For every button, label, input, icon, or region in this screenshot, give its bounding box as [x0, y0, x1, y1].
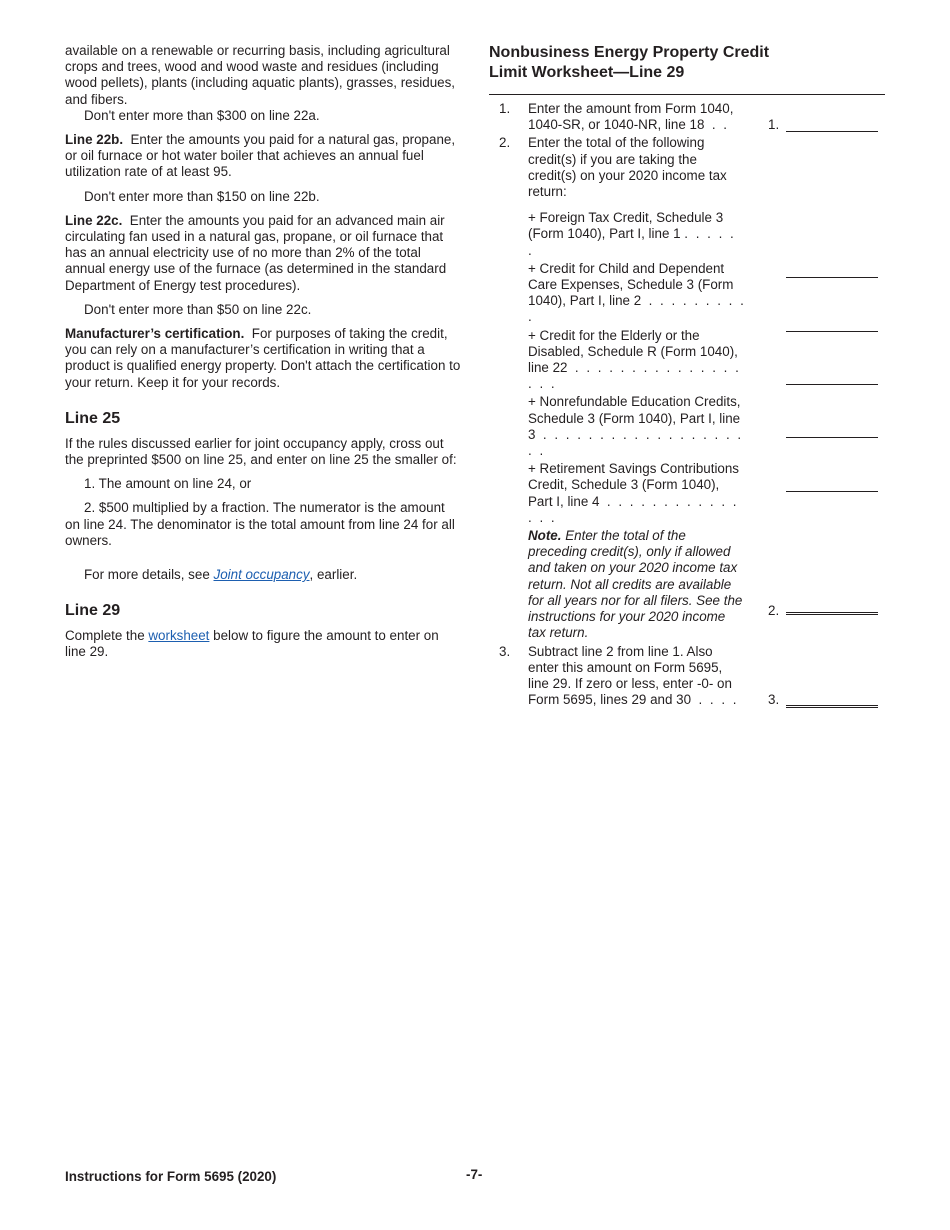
details-suffix: , earlier. — [309, 567, 358, 583]
line25-item-2: 2. $500 multiplied by a fraction. The numerator is the amount on line 24. The denominator is the total amount from line 24 for all owners. — [65, 500, 455, 548]
row-2-amount-field[interactable] — [786, 612, 878, 613]
line22c-label: Line 22c. — [65, 212, 123, 228]
line25-text: If the rules discussed earlier for joint occupancy apply, cross out the preprinted $500 on line 25, and enter on line 25 the smaller of: — [65, 435, 457, 468]
line29-prefix: Complete the — [65, 628, 149, 644]
row-2-note — [528, 528, 746, 641]
row-3-number: 3. — [499, 643, 511, 659]
details-paragraph — [65, 567, 462, 583]
education-amount-field[interactable] — [786, 437, 878, 438]
row-2-sub-retirement: + Retirement Savings Contributions Credit, Schedule 3 (Form 1040), Part I, line 4 . . . . . . . . . . . . . . . — [528, 461, 740, 525]
manufacturer-label: Manufacturer’s certification. — [65, 326, 245, 342]
row-2-number: 2. — [499, 135, 511, 151]
line22a-limit: Don't enter more than $300 on line 22a. — [84, 107, 320, 123]
line29-suffix: below to figure the amount to enter on line 29. — [65, 628, 439, 660]
note-text: Enter the total of the preceding credit(s), only if allowed and taken on your 2020 income tax return. Not all credits are available for all years nor for all filers. See the instructions for your 2020 income tax return. — [528, 528, 743, 641]
line22c-paragraph — [65, 213, 462, 294]
row-2-sub-foreign-tax: + Foreign Tax Credit, Schedule 3 (Form 1040), Part I, line 1 . . . . . . — [528, 210, 736, 258]
row-2-text: Enter the total of the following credit(s) if you are taking the credit(s) on your 2020 income tax return: + Foreign Tax Credit, Schedule 3 (Form 1040), Part I, line 1 . . . . . . + Credit for Child and Dependent Care Expenses, Schedule 3 (Form 1040), Part I, line 2 . . . . . . . . . . + Credit for the Elderly or the Disabled, Schedule R (Form 1040), line 22 . . . . . . . . . . . . . . . . . . + Nonrefundable Education Credits, Schedule 3 (Form 1040), Part I, line 3 . . . . . . . . . . . . . . . . . . . . + Retirement Savings Contributions Credit, Schedule 3 (Form 1040), Part I, line 4 . . . . . . . . . . . . . . . Note. Enter the total of the preceding credit(s), only if allowed and taken on your 2020 income tax return. Not all credits are available for all years nor for all filers. See the instructions for your 2020 income tax return. — [528, 135, 746, 641]
line25-heading: Line 25 — [65, 409, 121, 427]
retirement-amount-field[interactable] — [786, 491, 878, 492]
row-1-number: 1. — [499, 101, 511, 116]
manufacturer-text: For purposes of taking the credit, you can rely on a manufacturer’s certification in writing that a product is qualified energy property. Don't attach the certification to your return. Keep it for your records. — [65, 326, 461, 390]
worksheet-title-line1: Nonbusiness Energy Property Credit — [489, 44, 770, 61]
child-care-amount-field[interactable] — [786, 331, 878, 332]
row-2-sub-child-care: + Credit for Child and Dependent Care Expenses, Schedule 3 (Form 1040), Part I, line 2 . . . . . . . . . . — [528, 260, 746, 325]
worksheet-row-1 — [489, 101, 885, 133]
row-3-amount-field[interactable] — [786, 705, 878, 706]
worksheet-title — [489, 43, 885, 83]
line22c-limit: Don't enter more than $50 on line 22c. — [84, 301, 312, 317]
row-1-amount-field[interactable] — [786, 131, 878, 132]
line22b-text: Enter the amounts you paid for a natural gas, propane, or oil furnace or hot water boiler that achieves an annual fuel utilization rate of at least 95. — [65, 132, 456, 180]
row-2-sub-elderly: + Credit for the Elderly or the Disabled, Schedule R (Form 1040), line 22 . . . . . . . . . . . . . . . . . . — [528, 327, 741, 392]
elderly-amount-field[interactable] — [786, 384, 878, 385]
worksheet-row-3 — [489, 644, 885, 709]
left-column — [65, 43, 462, 661]
row-1-text: Enter the amount from Form 1040, 1040-SR, or 1040-NR, line 18 . . — [528, 101, 734, 133]
row-1-label: 1. — [768, 117, 780, 132]
line22c-text: Enter the amounts you paid for an advanced main air circulating fan used in a natural gas, propane, or oil furnace that has an annual electricity use of no more than 2% of the total annual energy use of the furnace (as determined in the standard Department of Energy test procedures). — [65, 212, 447, 293]
line22b-label: Line 22b. — [65, 132, 124, 148]
row-3-text: Subtract line 2 from line 1. Also enter this amount on Form 5695, line 29. If zero or less, enter -0- on Form 5695, lines 29 and 30 . . . . — [528, 643, 739, 708]
row-1-leader: . . — [711, 117, 730, 133]
worksheet-title-line2: Limit Worksheet—Line 29 — [489, 64, 685, 81]
worksheet-row-2 — [489, 135, 885, 641]
row-2-sub-education: + Nonrefundable Education Credits, Schedule 3 (Form 1040), Part I, line 3 . . . . . . . . . . . . . . . . . . . . — [528, 394, 744, 459]
line22b-paragraph — [65, 132, 462, 181]
worksheet — [489, 43, 885, 708]
line22b-limit: Don't enter more than $150 on line 22b. — [84, 188, 320, 204]
foreign-tax-amount-field[interactable] — [786, 277, 878, 278]
line29-heading: Line 29 — [65, 602, 121, 620]
row-3-leader: . . . . — [698, 692, 739, 708]
footer-page-number: -7- — [466, 1167, 483, 1182]
note-label: Note. — [528, 528, 562, 544]
worksheet-link[interactable]: worksheet — [148, 628, 210, 644]
row-3-label: 3. — [768, 691, 780, 707]
details-prefix: For more details, see — [84, 567, 214, 583]
row-2-label: 2. — [768, 603, 780, 619]
footer-form-title: Instructions for Form 5695 (2020) — [65, 1169, 277, 1184]
line29-paragraph — [65, 628, 462, 660]
joint-occupancy-link[interactable]: Joint occupancy — [213, 567, 310, 583]
line25-item-1: 1. The amount on line 24, or — [84, 476, 252, 492]
manufacturer-paragraph — [65, 326, 462, 391]
renewable-paragraph: available on a renewable or recurring basis, including agricultural crops and trees, wood and wood waste and residues (including wood pellets), plants (including aquatic plants), grasses, residues, and fibers. — [65, 43, 456, 107]
worksheet-top-rule — [489, 94, 885, 95]
